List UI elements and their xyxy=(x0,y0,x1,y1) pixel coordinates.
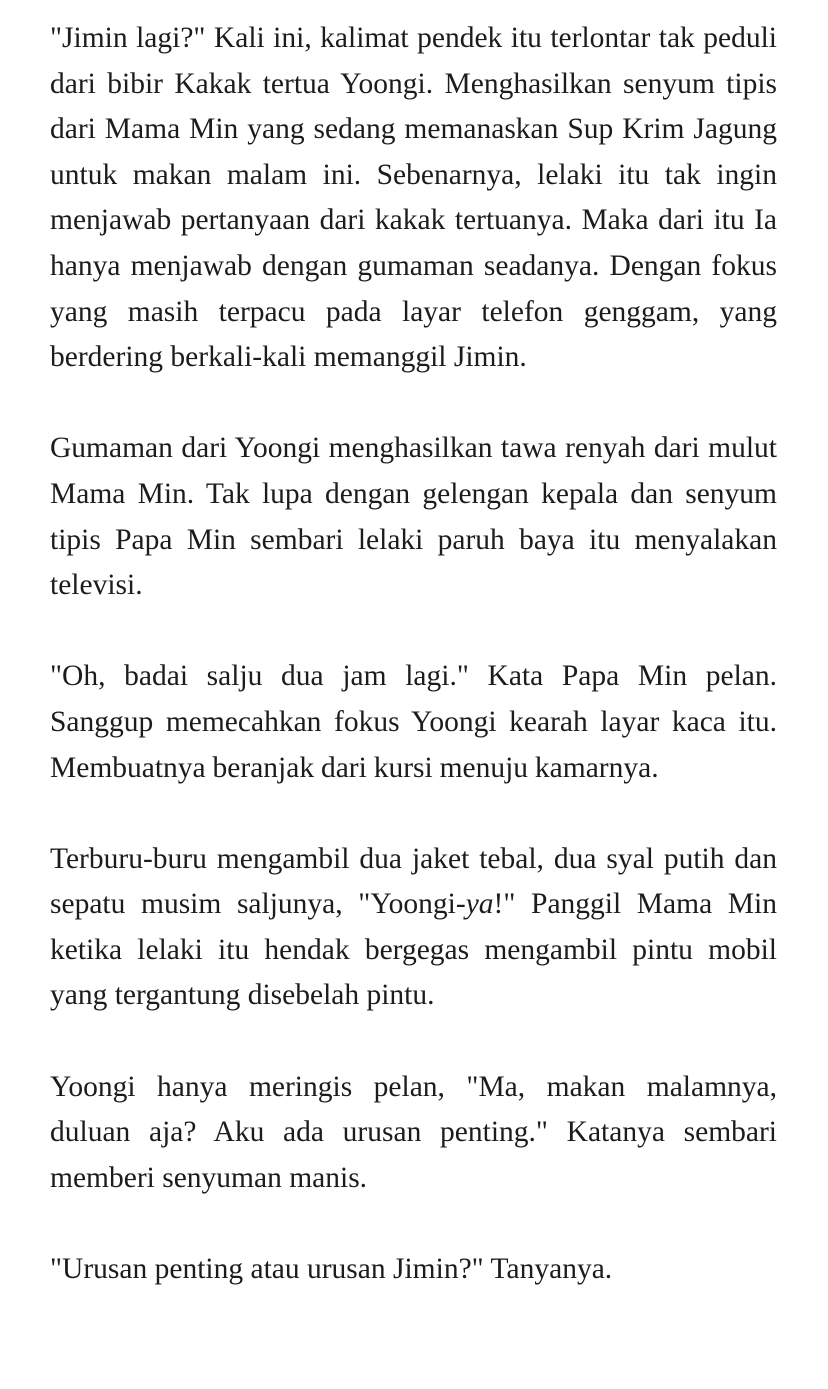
paragraph-5: Yoongi hanya meringis pelan, "Ma, makan malamnya, duluan aja? Aku ada urusan penting." Katanya sembari memberi senyuman manis. xyxy=(50,1070,777,1194)
paragraph-6: "Urusan penting atau urusan Jimin?" Tanyanya. xyxy=(50,1253,613,1286)
paragraph-4-text-after: !" Panggil Mama Min ketika lelaki itu hendak bergegas mengambil pintu mobil yang tergantung disebelah pintu. xyxy=(50,888,777,1012)
paragraph-1: "Jimin lagi?" Kali ini, kalimat pendek itu terlontar tak peduli dari bibir Kakak tertua Yoongi. Menghasilkan senyum tipis dari Mama Min yang sedang memanaskan Sup Krim Jagung untuk makan malam ini. Sebenarnya, lelaki itu tak ingin menjawab pertanyaan dari kakak tertuanya. Maka dari itu Ia hanya menjawab dengan gumaman seadanya. Dengan fokus yang masih terpacu pada layar telefon genggam, yang berdering berkali-kali memanggil Jimin. xyxy=(50,22,777,374)
paragraph-2: Gumaman dari Yoongi menghasilkan tawa renyah dari mulut Mama Min. Tak lupa dengan gelengan kepala dan senyum tipis Papa Min sembari lelaki paruh baya itu menyalakan televisi. xyxy=(50,432,777,602)
paragraph-4-italic-text: ya xyxy=(465,888,494,921)
paragraph-4-text-before: Terburu-buru mengambil dua jaket tebal, dua syal putih dan sepatu musim saljunya, "Yoongi- xyxy=(50,842,777,921)
paragraph-4 xyxy=(50,837,777,1019)
paragraph-3: "Oh, badai salju dua jam lagi." Kata Papa Min pelan. Sanggup memecahkan fokus Yoongi kearah layar kaca itu. Membuatnya beranjak dari kursi menuju kamarnya. xyxy=(50,660,777,784)
story-page xyxy=(50,16,777,1338)
